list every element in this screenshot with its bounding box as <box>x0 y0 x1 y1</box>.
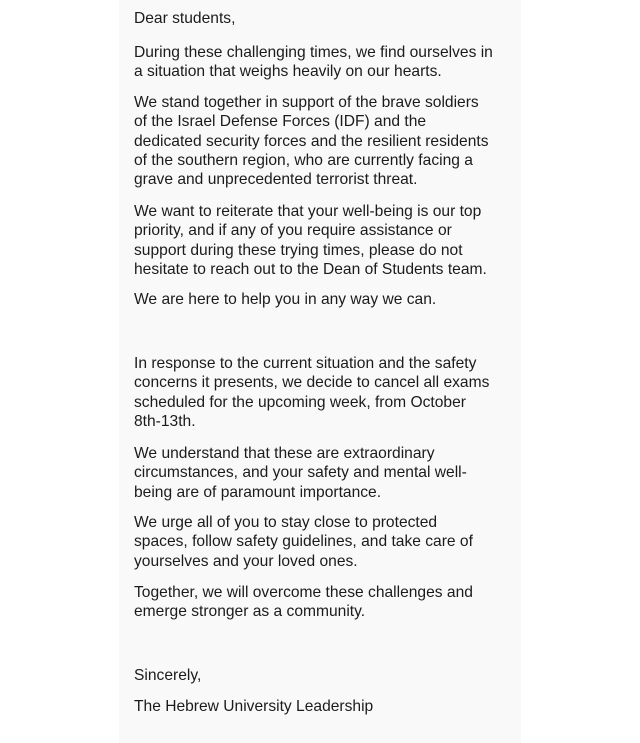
text-line: emerge stronger as a community. <box>134 603 366 621</box>
paragraph-well-being <box>134 202 516 279</box>
paragraph-here-to-help <box>134 290 516 309</box>
paragraph-together <box>134 583 516 622</box>
text-line: In response to the current situation and the safety <box>134 355 477 372</box>
text-line: Together, we will overcome these challenges and <box>134 584 473 601</box>
text-line: priority, and if any of you require assistance or <box>134 222 452 240</box>
text-line: of the Israel Defense Forces (IDF) and the <box>134 113 427 131</box>
text-line: concerns it presents, we decide to cancel all exams <box>134 374 490 392</box>
text-line: a situation that weighs heavily on our hearts. <box>134 63 442 81</box>
salutation: Dear students, <box>134 10 236 27</box>
paragraph-cancel-exams <box>134 354 516 431</box>
text-line: 8th-13th. <box>134 412 196 430</box>
text-line: dedicated security forces and the resilient residents <box>134 132 489 150</box>
text-line: We stand together in support of the brave soldiers <box>134 94 479 111</box>
text-line: yourselves and your loved ones. <box>134 552 358 570</box>
text-line: We are here to help you in any way we can. <box>134 291 437 308</box>
text-line: We want to reiterate that your well-being is our top <box>134 203 482 220</box>
text-line: of the southern region, who are currently facing a <box>134 151 473 169</box>
paragraph-extraordinary <box>134 444 516 502</box>
paragraph-challenging-times <box>134 43 516 82</box>
text-line: hesitate to reach out to the Dean of Students team. <box>134 260 487 278</box>
text-line: We urge all of you to stay close to protected <box>134 514 438 531</box>
text-line: scheduled for the upcoming week, from October <box>134 393 466 411</box>
closing: Sincerely, <box>134 667 202 684</box>
signature: The Hebrew University Leadership <box>134 698 374 715</box>
text-line: support during these trying times, please do not <box>134 241 463 259</box>
paragraph-stay-safe <box>134 513 516 571</box>
text-line: circumstances, and your safety and mental well- <box>134 464 467 482</box>
paragraph-support <box>134 93 516 189</box>
text-line: grave and unprecedented terrorist threat. <box>134 171 418 189</box>
letter-page <box>119 0 521 743</box>
text-line: We understand that these are extraordinary <box>134 445 435 462</box>
text-line: being are of paramount importance. <box>134 483 382 501</box>
text-line: spaces, follow safety guidelines, and take care of <box>134 533 473 551</box>
text-line: During these challenging times, we find ourselves in <box>134 44 493 61</box>
